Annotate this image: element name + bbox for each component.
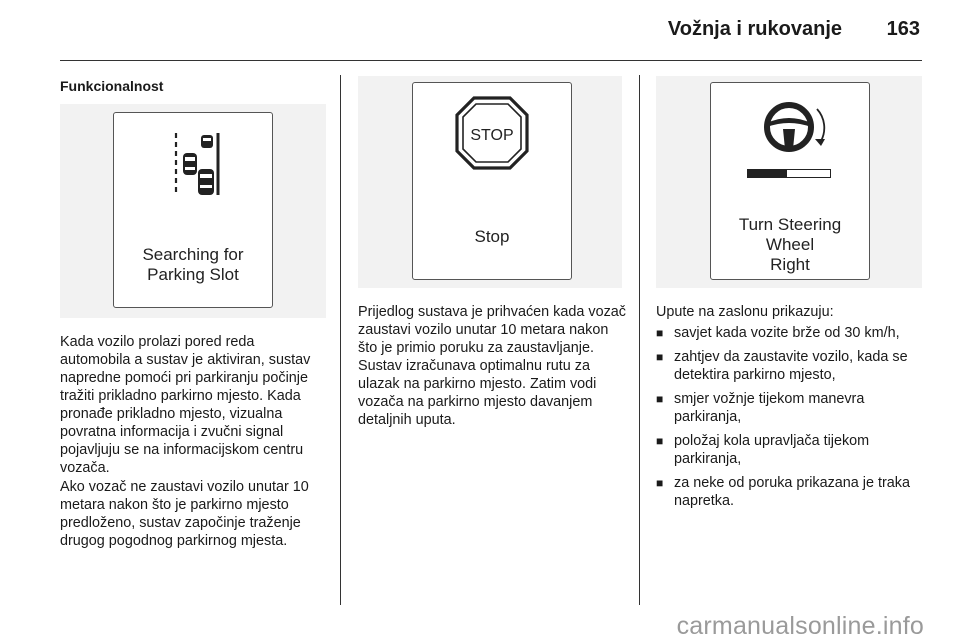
display-stop <box>412 82 572 280</box>
bullet-icon: ■ <box>656 476 664 490</box>
steering-wheel-icon <box>711 83 869 183</box>
page-number: 163 <box>886 18 920 40</box>
header-rule <box>60 60 922 61</box>
list-item <box>656 474 926 510</box>
parking-scan-icon <box>114 113 272 223</box>
display-instructions-list <box>656 324 926 516</box>
display-stop-text: Stop <box>474 227 510 246</box>
list-item <box>656 390 926 426</box>
paragraph-function-2: Ako vozač ne zaustavi vozilo unutar 10 metara nakon što je parkirno mjesto predloženo, sustav započinje traženje drugog pogodnog parkirnog mjesta. <box>60 479 309 549</box>
watermark: carmanualsonline.info <box>676 612 924 640</box>
paragraph-intro: Upute na zaslonu prikazuju: <box>656 304 834 320</box>
display-text-line2: Parking Slot <box>147 265 239 284</box>
bullet-icon: ■ <box>656 392 664 406</box>
display-line3: Right <box>770 255 810 274</box>
column-divider-2 <box>639 75 640 605</box>
list-item <box>656 348 926 384</box>
list-item-text: za neke od poruka prikazana je traka napretka. <box>674 475 910 509</box>
bullet-icon: ■ <box>656 350 664 364</box>
figure-searching-slot <box>60 104 326 318</box>
progress-bar <box>747 169 831 178</box>
display-searching-slot <box>113 112 273 308</box>
list-item <box>656 324 926 342</box>
display-line1: Turn Steering <box>738 215 842 234</box>
paragraph-function-1: Kada vozilo prolazi pored reda automobila a sustav je aktiviran, sustav napredne pomoći pri parkiranju počinje tražiti prikladno parkirno mjesto. Kada pronađe prikladno mjesto, vizualna povratna informacija i zvučni signal pojavljuju se na informacijskom centru vozača. <box>60 334 311 476</box>
list-item-text: položaj kola upravljača tijekom parkiranja, <box>674 433 870 467</box>
column-divider-1 <box>340 75 341 605</box>
display-turn-steering <box>710 82 870 280</box>
list-item-text: smjer vožnje tijekom manevra parkiranja, <box>674 391 865 425</box>
stop-sign-label: STOP <box>470 127 514 144</box>
figure-turn-steering <box>656 76 922 288</box>
list-item-text: zahtjev da zaustavite vozilo, kada se detektira parkirno mjesto, <box>674 349 908 383</box>
progress-bar-fill <box>748 170 787 177</box>
stop-sign-icon <box>413 83 571 183</box>
display-line2: Wheel <box>765 235 815 254</box>
bullet-icon: ■ <box>656 326 664 340</box>
page-header <box>0 0 960 62</box>
list-item-text: savjet kada vozite brže od 30 km/h, <box>674 325 900 341</box>
paragraph-stop: Prijedlog sustava je prihvaćen kada vozač zaustavi vozilo unutar 10 metara nakon što je primio poruku za zaustavljanje. Sustav izračunava optimalnu rutu za ulazak na parkirno mjesto. Zatim vodi vozača na parkirno mjesto davanjem detaljnih uputa. <box>358 304 626 428</box>
header-title: Vožnja i rukovanje <box>667 18 842 40</box>
figure-stop <box>358 76 622 288</box>
section-heading: Funkcionalnost <box>60 78 164 94</box>
bullet-icon: ■ <box>656 434 664 448</box>
display-text-line1: Searching for <box>142 245 244 264</box>
list-item <box>656 432 926 468</box>
